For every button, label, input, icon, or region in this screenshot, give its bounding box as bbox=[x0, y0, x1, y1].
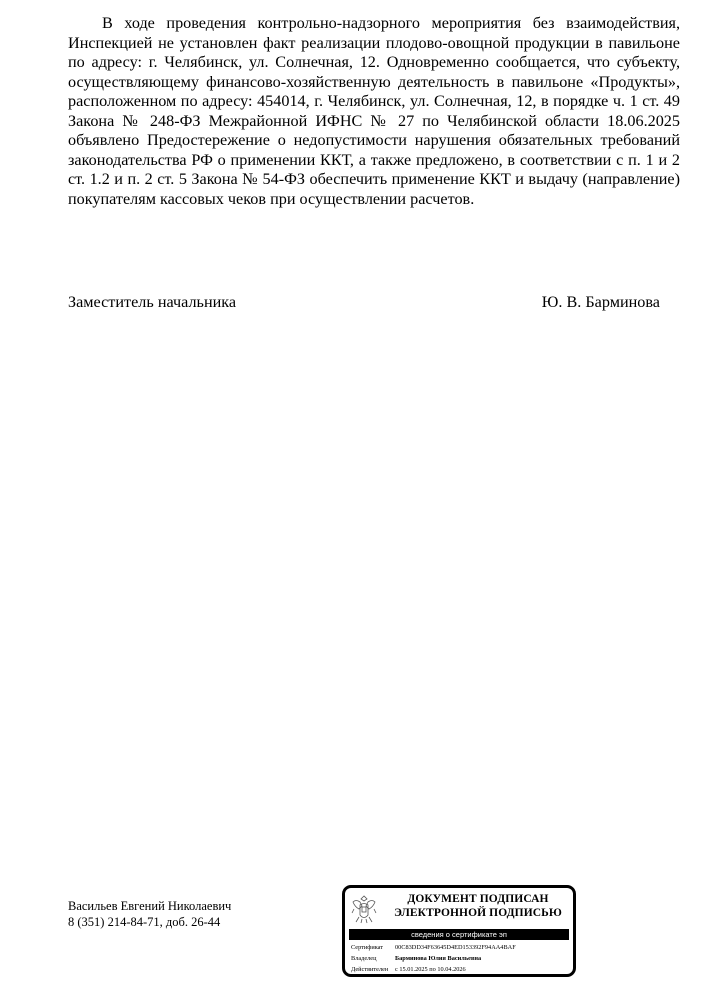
coat-of-arms-icon bbox=[350, 893, 378, 925]
signer-name: Ю. В. Барминова bbox=[541, 293, 660, 311]
executor-name: Васильев Евгений Николаевич bbox=[68, 899, 232, 913]
stamp-title bbox=[383, 892, 573, 920]
paragraph-text: В ходе проведения контрольно-надзорного мероприятия без взаимодействия, Инспекцией не установлен факт реализации плодово-овощной продукции в павильоне по адресу: г. Челябинск, ул. Солнечная, 12. Одновременно сообщается, что субъекту, осуществляющему финансово-хозяйственную деятельность в павильоне «Продукты», расположенном по адресу: 454014, г. Челябинск, ул. Солнечная, 12, в порядке ч. 1 ст. 49 Закона № 248-ФЗ Межрайонной ИФНС № 27 по Челябинской области 18.06.2025 объявлено Предостережение о недопустимости нарушения обязательных требований законодательства РФ о применении ККТ, а также предложено, в соответствии с п. 1 и 2 ст. 1.2 и п. 2 ст. 5 Закона № 54-ФЗ обеспечить применение ККТ и выдачу (направление) покупателям кассовых чеков при осуществлении расчетов. bbox=[68, 14, 680, 208]
signer-title: Заместитель начальника bbox=[68, 293, 237, 311]
stamp-title-line-1: ДОКУМЕНТ ПОДПИСАН bbox=[407, 893, 549, 905]
certificate-row bbox=[351, 944, 516, 952]
certificate-info-bar: сведения о сертификате эп bbox=[349, 929, 569, 940]
stamp-title-line-2: ЭЛЕКТРОННОЙ ПОДПИСЬЮ bbox=[394, 907, 562, 919]
owner-label: Владелец bbox=[351, 955, 377, 962]
owner-value: Барминова Юлия Васильевна bbox=[395, 955, 482, 962]
electronic-signature-stamp bbox=[342, 885, 576, 977]
executor-contact bbox=[68, 898, 231, 930]
body-paragraph bbox=[68, 14, 680, 209]
owner-row bbox=[351, 955, 481, 963]
executor-phone: 8 (351) 214-84-71, доб. 26-44 bbox=[68, 915, 221, 929]
signature-line bbox=[68, 292, 660, 312]
validity-value: с 15.01.2025 по 10.04.2026 bbox=[395, 966, 466, 973]
validity-row bbox=[351, 966, 466, 974]
certificate-value: 00C83DD34F63645D4ED153392F94AA4BAF bbox=[395, 944, 516, 951]
validity-label: Действителен bbox=[351, 966, 389, 973]
certificate-label: Сертификат bbox=[351, 944, 384, 951]
